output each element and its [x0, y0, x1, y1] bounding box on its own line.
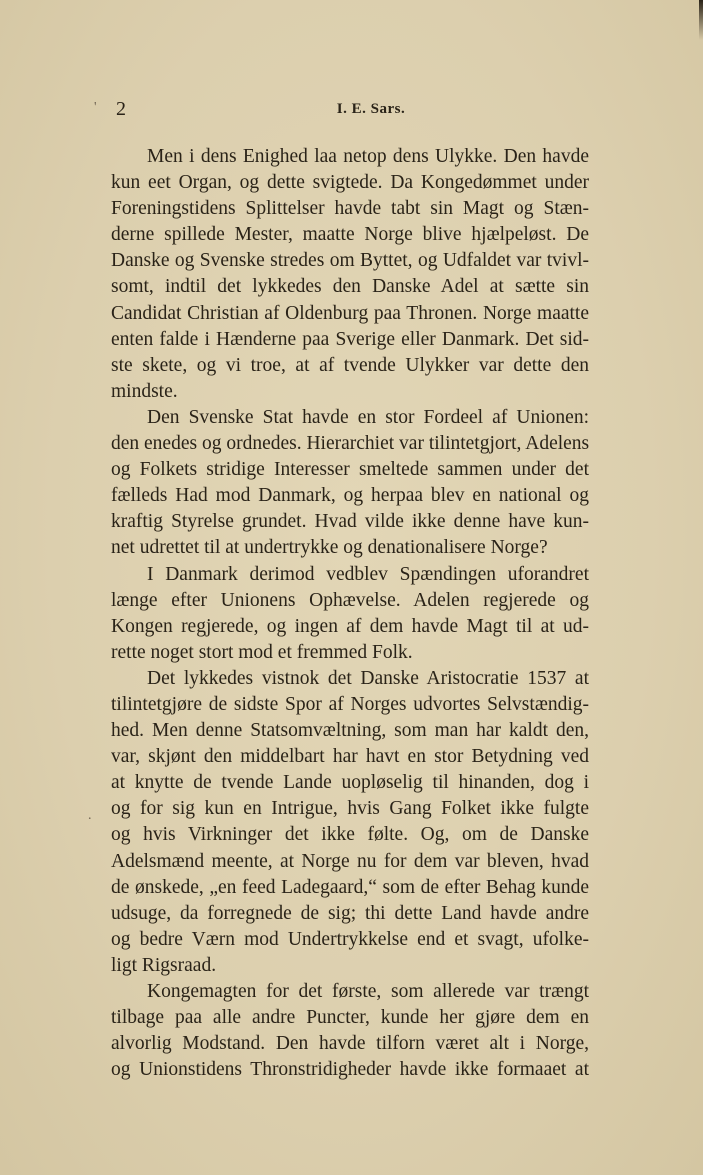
- text-line: tilintetgjøre de sidste Spor af Norges udvortes Selvstændig-: [111, 693, 589, 715]
- text-line: var, skjønt den middelbart har havt en stor Betydning ved: [111, 746, 589, 768]
- page-edge-shadow: [699, 0, 703, 40]
- text-line: Kongemagten for det første, som allerede var trængt: [147, 981, 589, 1002]
- text-line: og for sig kun en Intrigue, hvis Gang Folket ikke fulgte: [111, 798, 589, 820]
- text-line: Candidat Christian af Oldenburg paa Thronen. Norge maatte: [111, 302, 589, 324]
- text-line: og bedre Værn mod Undertrykkelse end et svagt, ufolke-: [111, 928, 589, 950]
- text-line: og hvis Virkninger det ikke følte. Og, om de Danske: [111, 824, 589, 846]
- running-head: I. E. Sars.: [336, 101, 406, 117]
- text-line: derne spillede Mester, maatte Norge blive hjælpeløst. De: [111, 224, 589, 246]
- text-line: Men i dens Enighed laa netop dens Ulykke. Den havde: [147, 146, 589, 167]
- margin-mark: ': [94, 100, 97, 115]
- text-line: Den Svenske Stat havde en stor Fordeel af Unionen:: [147, 406, 589, 428]
- text-line: tilbage paa alle andre Puncter, kunde her gjøre dem en: [111, 1007, 589, 1029]
- text-line: net udrettet til at undertrykke og denationalisere Norge?: [111, 537, 548, 559]
- text-line: I Danmark derimod vedblev Spændingen uforandret: [147, 563, 589, 585]
- text-line: kun eet Organ, og dette svigtede. Da Kongedømmet under: [111, 172, 589, 194]
- text-line: ligt Rigsraad.: [111, 954, 217, 976]
- text-line: udsuge, da forregnede de sig; thi dette Land havde andre: [111, 902, 589, 924]
- text-line: kraftig Styrelse grundet. Hvad vilde ikke denne have kun-: [111, 511, 589, 533]
- text-line: somt, indtil det lykkedes den Danske Adel at sætte sin: [111, 276, 589, 298]
- text-line: rette noget stort mod et fremmed Folk.: [111, 641, 413, 663]
- text-line: og Folkets stridige Interesser smeltede sammen under det: [111, 459, 589, 481]
- text-line: hed. Men denne Statsomvæltning, som man har kaldt den,: [111, 720, 589, 742]
- text-line: Foreningstidens Splittelser havde tabt sin Magt og Stæn-: [111, 198, 589, 220]
- page-header: [116, 98, 586, 122]
- text-line: ste skete, og vi troe, at af tvende Ulykker var dette den: [111, 354, 589, 376]
- text-line: enten falde i Hænderne paa Sverige eller Danmark. Det sid-: [111, 328, 589, 350]
- text-line: længe efter Unionens Ophævelse. Adelen regjerede og: [111, 589, 589, 611]
- margin-mark: .: [88, 808, 92, 823]
- text-line: fælleds Had mod Danmark, og herpaa blev en national og: [111, 485, 589, 507]
- text-line: den enedes og ordnedes. Hierarchiet var tilintetgjort, Adelens: [111, 433, 590, 455]
- text-line: de ønskede, „en feed Ladegaard,“ som de efter Behag kunde: [111, 876, 589, 898]
- text-line: alvorlig Modstand. Den havde tilforn været alt i Norge,: [111, 1033, 589, 1055]
- text-line: Danske og Svenske stredes om Byttet, og Udfaldet var tvivl-: [111, 250, 589, 272]
- text-line: Det lykkedes vistnok det Danske Aristocratie 1537 at: [147, 667, 589, 689]
- text-line: mindste.: [111, 380, 178, 402]
- body-text: [111, 144, 589, 1083]
- text-line: Adelsmænd meente, at Norge nu for dem var bleven, hvad: [111, 850, 589, 872]
- text-line: og Unionstidens Thronstridigheder havde ikke formaaet at: [111, 1059, 589, 1081]
- page-number: 2: [116, 98, 126, 120]
- text-line: at knytte de tvende Lande uopløselig til hinanden, dog i: [111, 772, 589, 794]
- text-line: Kongen regjerede, og ingen af dem havde Magt til at ud-: [111, 615, 589, 637]
